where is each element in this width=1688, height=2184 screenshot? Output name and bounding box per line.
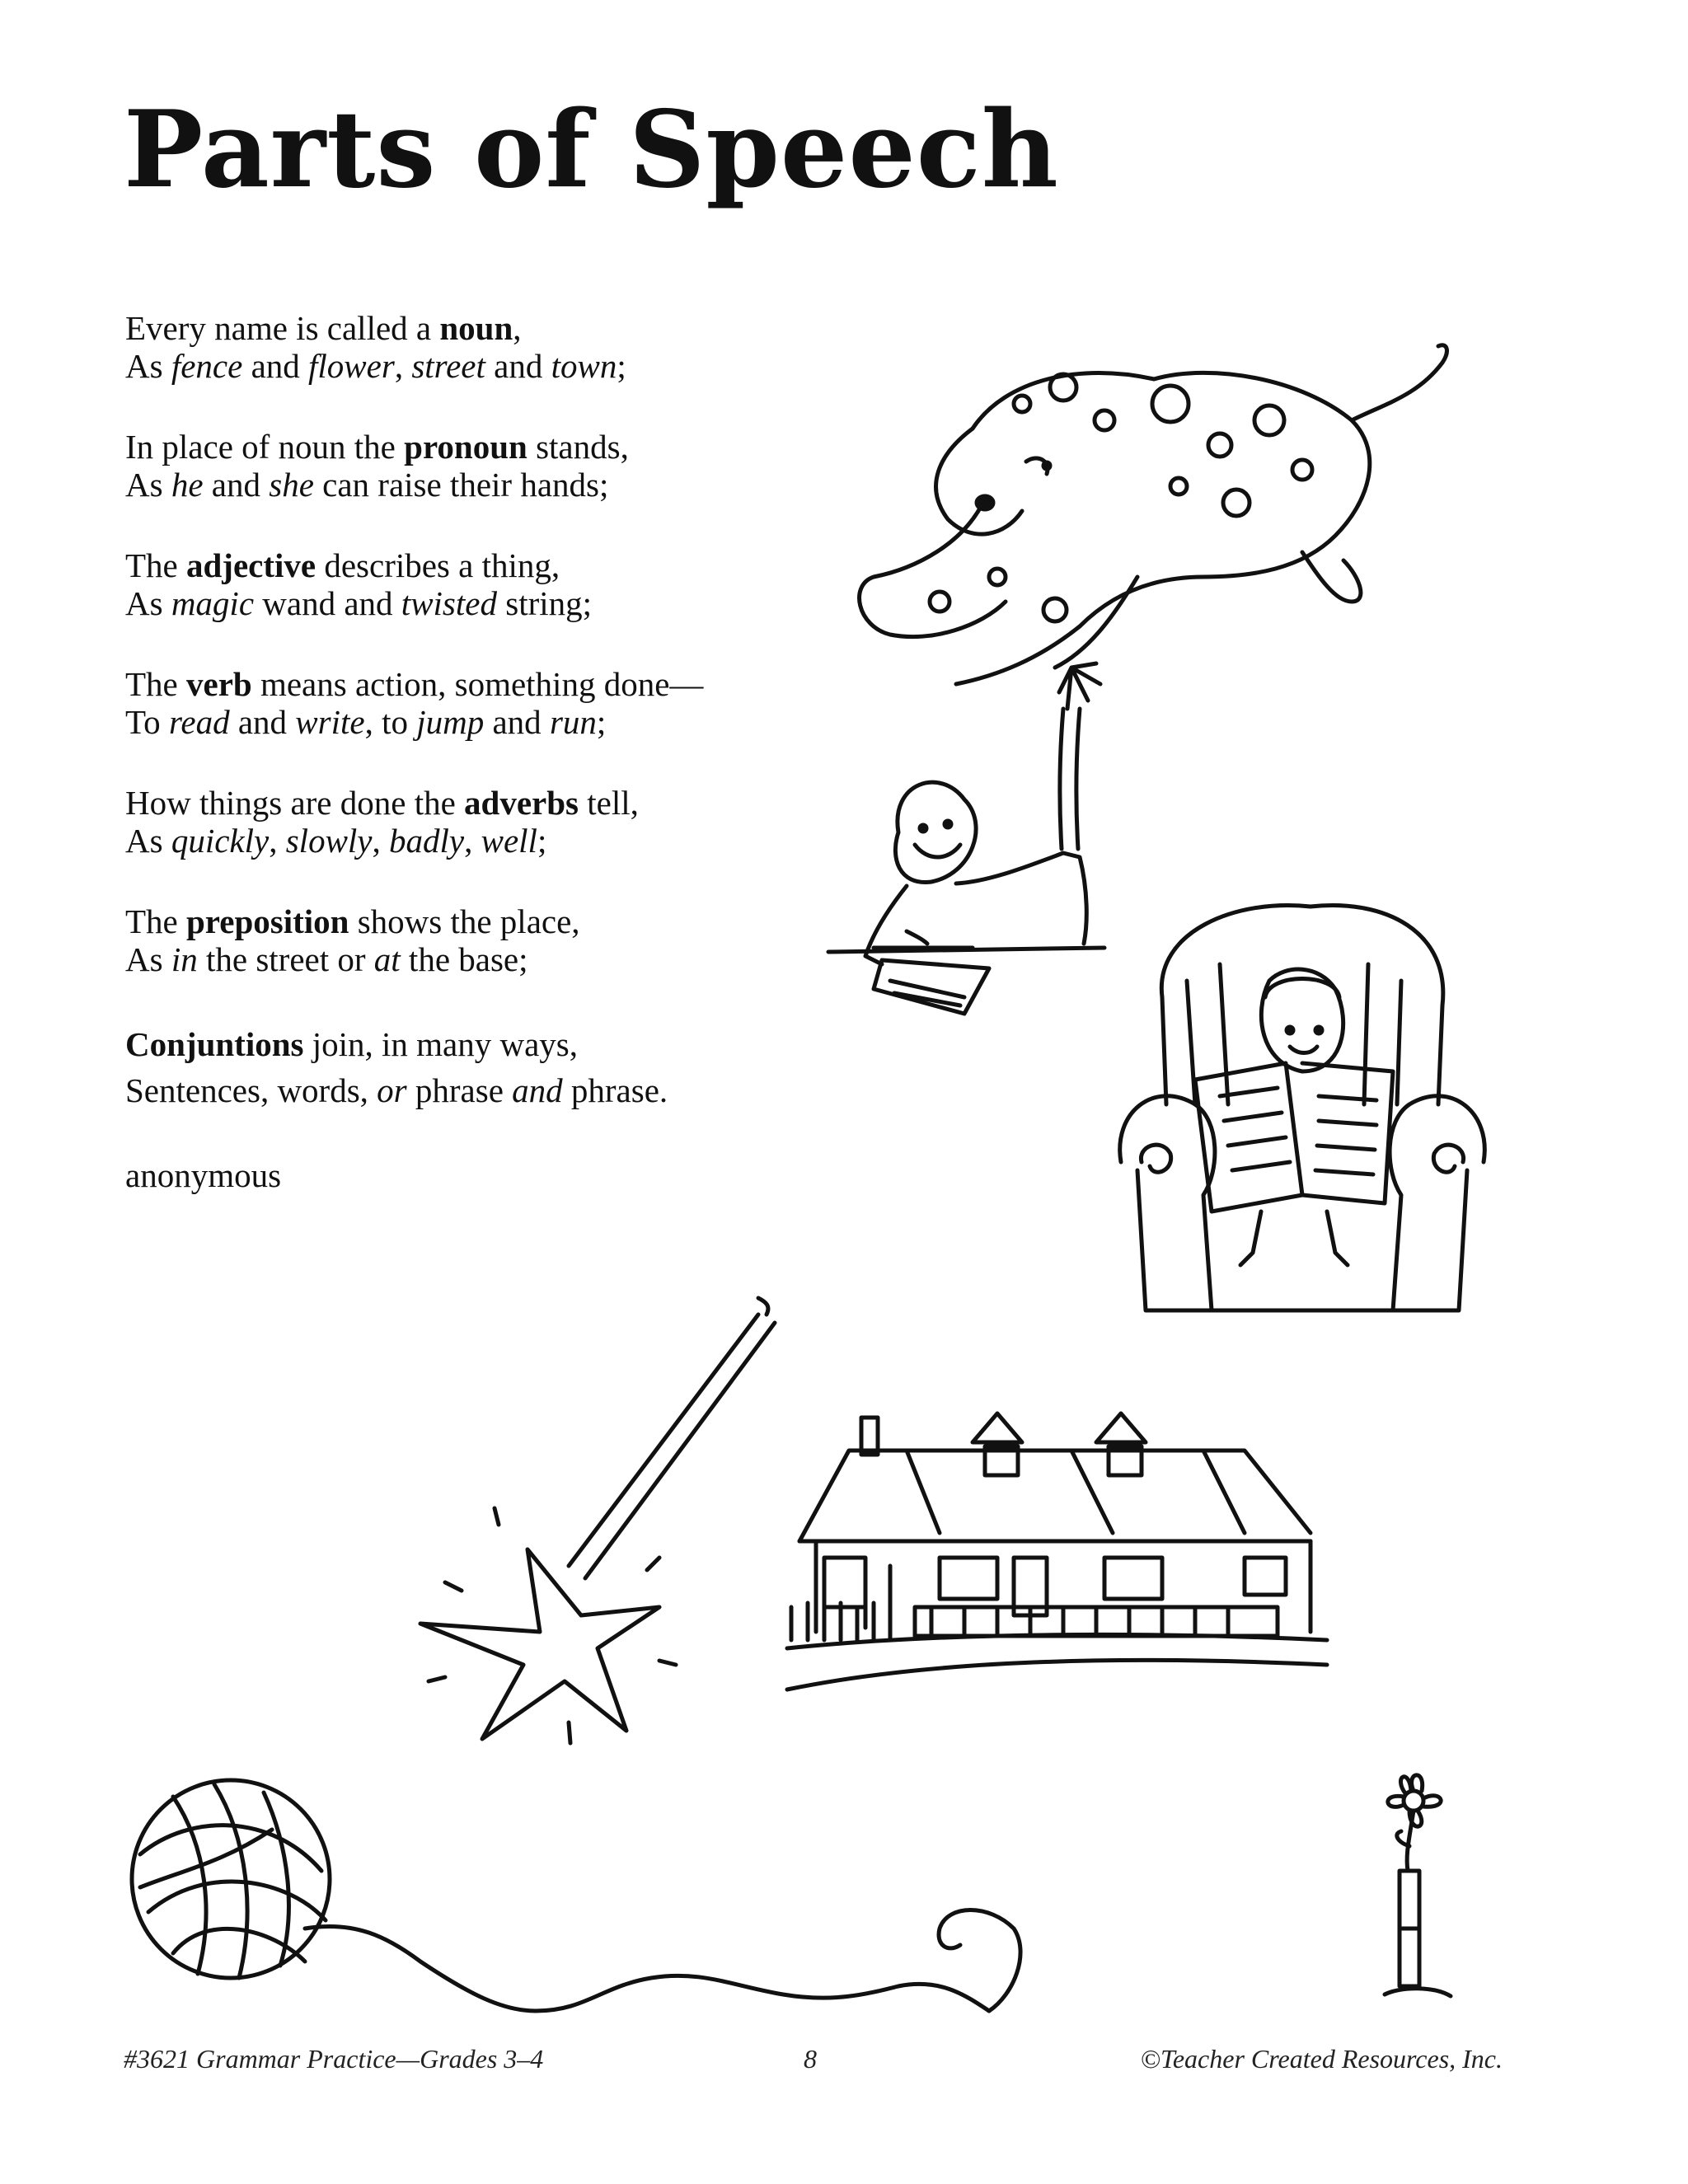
poem-line: Conjuntions join, in many ways, — [125, 1025, 579, 1063]
poem-line: Every name is called a noun, — [125, 309, 522, 347]
stanza-verb — [125, 665, 851, 741]
keyword-conjuntions: Conjuntions — [125, 1025, 304, 1063]
row-of-houses-illustration — [783, 1393, 1343, 1714]
poem-line: To read and write, to jump and run; — [125, 703, 607, 741]
poem-line: The preposition shows the place, — [125, 902, 580, 940]
child-raising-hand-illustration — [824, 659, 1137, 1055]
keyword-adverbs: adverbs — [464, 784, 579, 822]
poem-line: How things are done the adverbs tell, — [125, 784, 639, 822]
poem-line: As fence and flower, street and town; — [125, 347, 626, 385]
page-footer — [0, 2044, 1688, 2077]
stanza-noun — [125, 309, 851, 385]
flower-in-vase-illustration — [1360, 1764, 1475, 2011]
child-reading-in-armchair-illustration — [1104, 898, 1500, 1343]
poem-line: As in the street or at the base; — [125, 940, 528, 978]
poem-line: The verb means action, something done— — [125, 665, 704, 703]
poem-line: The adjective describes a thing, — [125, 546, 560, 584]
stanza-adjective — [125, 546, 851, 622]
keyword-noun: noun — [439, 309, 513, 347]
stanza-preposition — [125, 902, 851, 978]
keyword-preposition: preposition — [186, 902, 349, 940]
stanza-adverb — [125, 784, 851, 860]
poem-line: As quickly, slowly, badly, well; — [125, 822, 547, 860]
poem-line: As he and she can raise their hands; — [125, 466, 609, 504]
spotted-dog-illustration — [841, 330, 1467, 692]
footer-copyright: ©Teacher Created Resources, Inc. — [1140, 2044, 1503, 2074]
keyword-verb: verb — [186, 665, 252, 703]
poem-line: As magic wand and twisted string; — [125, 584, 593, 622]
magic-wand-illustration — [412, 1294, 791, 1755]
footer-book-title: #3621 Grammar Practice—Grades 3–4 — [124, 2044, 544, 2074]
poem-line: Sentences, words, or phrase and phrase. — [125, 1071, 668, 1109]
stanza-conjunction — [125, 1021, 851, 1113]
poem — [125, 309, 851, 1194]
keyword-pronoun: pronoun — [404, 428, 528, 466]
ball-of-yarn-illustration — [124, 1764, 1236, 2060]
keyword-adjective: adjective — [186, 546, 316, 584]
poem-line: In place of noun the pronoun stands, — [125, 428, 629, 466]
poem-author: anonymous — [125, 1156, 282, 1194]
page-number: 8 — [804, 2044, 817, 2074]
stanza-pronoun — [125, 428, 851, 504]
page-title: Parts of Speech — [124, 88, 1059, 212]
